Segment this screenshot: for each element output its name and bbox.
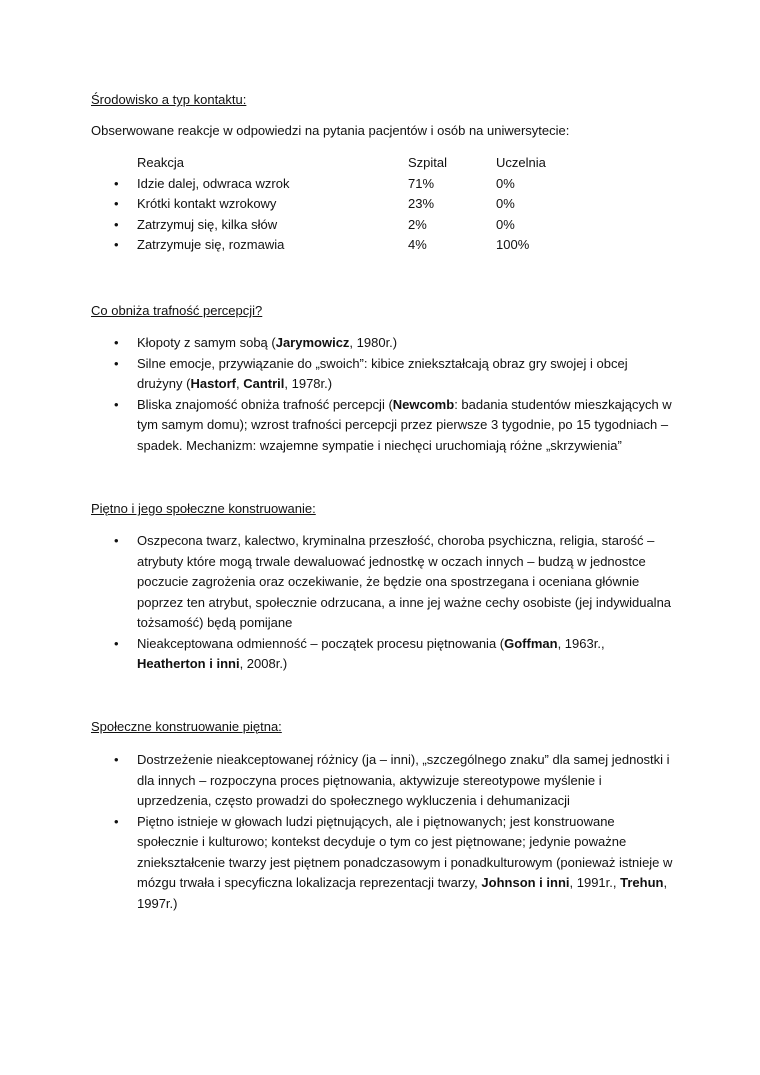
table-cell: 0% — [496, 175, 515, 191]
reaction-table — [114, 153, 574, 256]
table-cell: Idzie dalej, odwraca wzrok — [137, 175, 290, 191]
section-heading-environment: Środowisko a typ kontaktu: — [91, 92, 247, 107]
table-cell: Zatrzymuj się, kilka słów — [137, 216, 278, 232]
bullet-icon: • — [114, 813, 119, 829]
table-header-cell: Uczelnia — [496, 155, 546, 170]
bullet-icon: • — [114, 335, 119, 350]
bullet-icon: • — [114, 533, 119, 548]
item-text: Nieakceptowana odmienność – początek procesu piętnowania ( — [137, 635, 505, 651]
list-item — [114, 395, 674, 457]
citation-author: Heatherton i inni — [137, 656, 240, 671]
item-text: Kłopoty z samym sobą ( — [137, 335, 276, 350]
bullet-icon: • — [114, 752, 119, 767]
section-intro: Obserwowane reakcje w odpowiedzi na pytania pacjentów i osób na uniwersytecie: — [91, 123, 570, 138]
table-cell: 71% — [408, 175, 435, 191]
section-heading-perception: Co obniża trafność percepcji? — [91, 303, 263, 318]
section-heading-stigma: Piętno i jego społeczne konstruowanie: — [91, 501, 316, 516]
bullet-icon: • — [114, 175, 119, 191]
list-item — [114, 634, 674, 675]
item-text: , 1978r.) — [284, 376, 333, 391]
bullet-icon: • — [114, 237, 119, 252]
table-row — [114, 174, 574, 195]
bullet-icon: • — [114, 196, 119, 211]
table-header-row — [114, 153, 574, 174]
item-text: , 2008r.) — [239, 656, 288, 671]
table-cell: 100% — [496, 237, 530, 252]
list-item — [114, 531, 674, 634]
citation-author: Trehun — [620, 875, 664, 890]
section-heading-social-construction: Społeczne konstruowanie piętna: — [91, 719, 282, 734]
item-text: Piętno istnieje w głowach ludzi piętnujących, ale i piętnowanych; jest konstruowane społecznie i kulturowo; kontekst decyduje o tym co jest piętnowane; jedynie poważne zniekształcenie twarzy jest piętnem ponadczasowym i ponadkulturowym (ponieważ istnieje w mózgu trwała i specyficzna lokalizacja reprezentacji twarzy, — [137, 813, 673, 890]
list-item — [114, 750, 674, 812]
item-text: Bliska znajomość obniża trafność percepcji ( — [137, 396, 393, 412]
table-row — [114, 235, 574, 256]
citation-author: Jarymowicz — [275, 335, 350, 350]
bullet-icon: • — [114, 396, 119, 412]
table-cell: Krótki kontakt wzrokowy — [137, 196, 277, 211]
table-row — [114, 194, 574, 215]
construction-list — [114, 750, 674, 914]
citation-author: Johnson i inni — [481, 875, 570, 890]
list-item — [114, 812, 674, 915]
list-item — [114, 333, 674, 354]
item-text: , 1980r.) — [349, 335, 398, 350]
item-text: : badania studentów mieszkających w tym samym domu); wzrost trafności percepcji przez pierwsze 3 tygodnie, po 15 tygodniach – spadek. Mechanizm: wzajemne sympatie i niechęci uruchomiają różne „skrzywienia” — [137, 396, 672, 453]
item-text: , 1991r., — [569, 875, 621, 890]
table-cell: 0% — [496, 216, 515, 232]
stigma-list — [114, 531, 674, 675]
list-item — [114, 354, 674, 395]
citation-author: Goffman — [504, 635, 558, 651]
citation-author: Newcomb — [392, 396, 455, 412]
perception-list — [114, 333, 674, 456]
table-cell: Zatrzymuje się, rozmawia — [137, 237, 285, 252]
table-cell: 2% — [408, 216, 427, 232]
citation-author: Cantril — [243, 376, 285, 391]
bullet-icon: • — [114, 216, 119, 232]
item-text: , 1963r., — [557, 635, 605, 651]
item-text: Dostrzeżenie nieakceptowanej różnicy (ja – inni), „szczególnego znaku” dla samej jednostki i dla innych – rozpoczyna proces piętnowania, aktywizuje stereotypowe myślenie i uprzedzenia, często prowadzi do społecznego wykluczenia i dehumanizacji — [137, 752, 670, 808]
table-cell: 23% — [408, 196, 435, 211]
bullet-icon: • — [114, 635, 119, 651]
table-cell: 4% — [408, 237, 427, 252]
table-header-cell: Reakcja — [137, 155, 184, 170]
table-header-cell: Szpital — [408, 155, 448, 170]
item-text: , 1997r.) — [137, 875, 668, 911]
citation-author: Hastorf — [190, 376, 236, 391]
bullet-icon: • — [114, 355, 119, 371]
table-row — [114, 215, 574, 236]
item-text: , — [235, 376, 244, 391]
item-text: Silne emocje, przywiązanie do „swoich”: kibice zniekształcają obraz gry swojej i obcej drużyny ( — [137, 355, 628, 391]
table-cell: 0% — [496, 196, 515, 211]
item-text: Oszpecona twarz, kalectwo, kryminalna przeszłość, choroba psychiczna, religia, starość – atrybuty które mogą trwale dewaluować jednostkę w oczach innych – budzą w jednostce poczucie zagrożenia oraz oczekiwanie, że będzie ona spostrzegana i oceniana głównie poprzez ten atrybut, społecznie odrzucana, a inne jej ważne cechy osobiste (jej indywidualna tożsamość) będą pomijane — [137, 533, 672, 630]
